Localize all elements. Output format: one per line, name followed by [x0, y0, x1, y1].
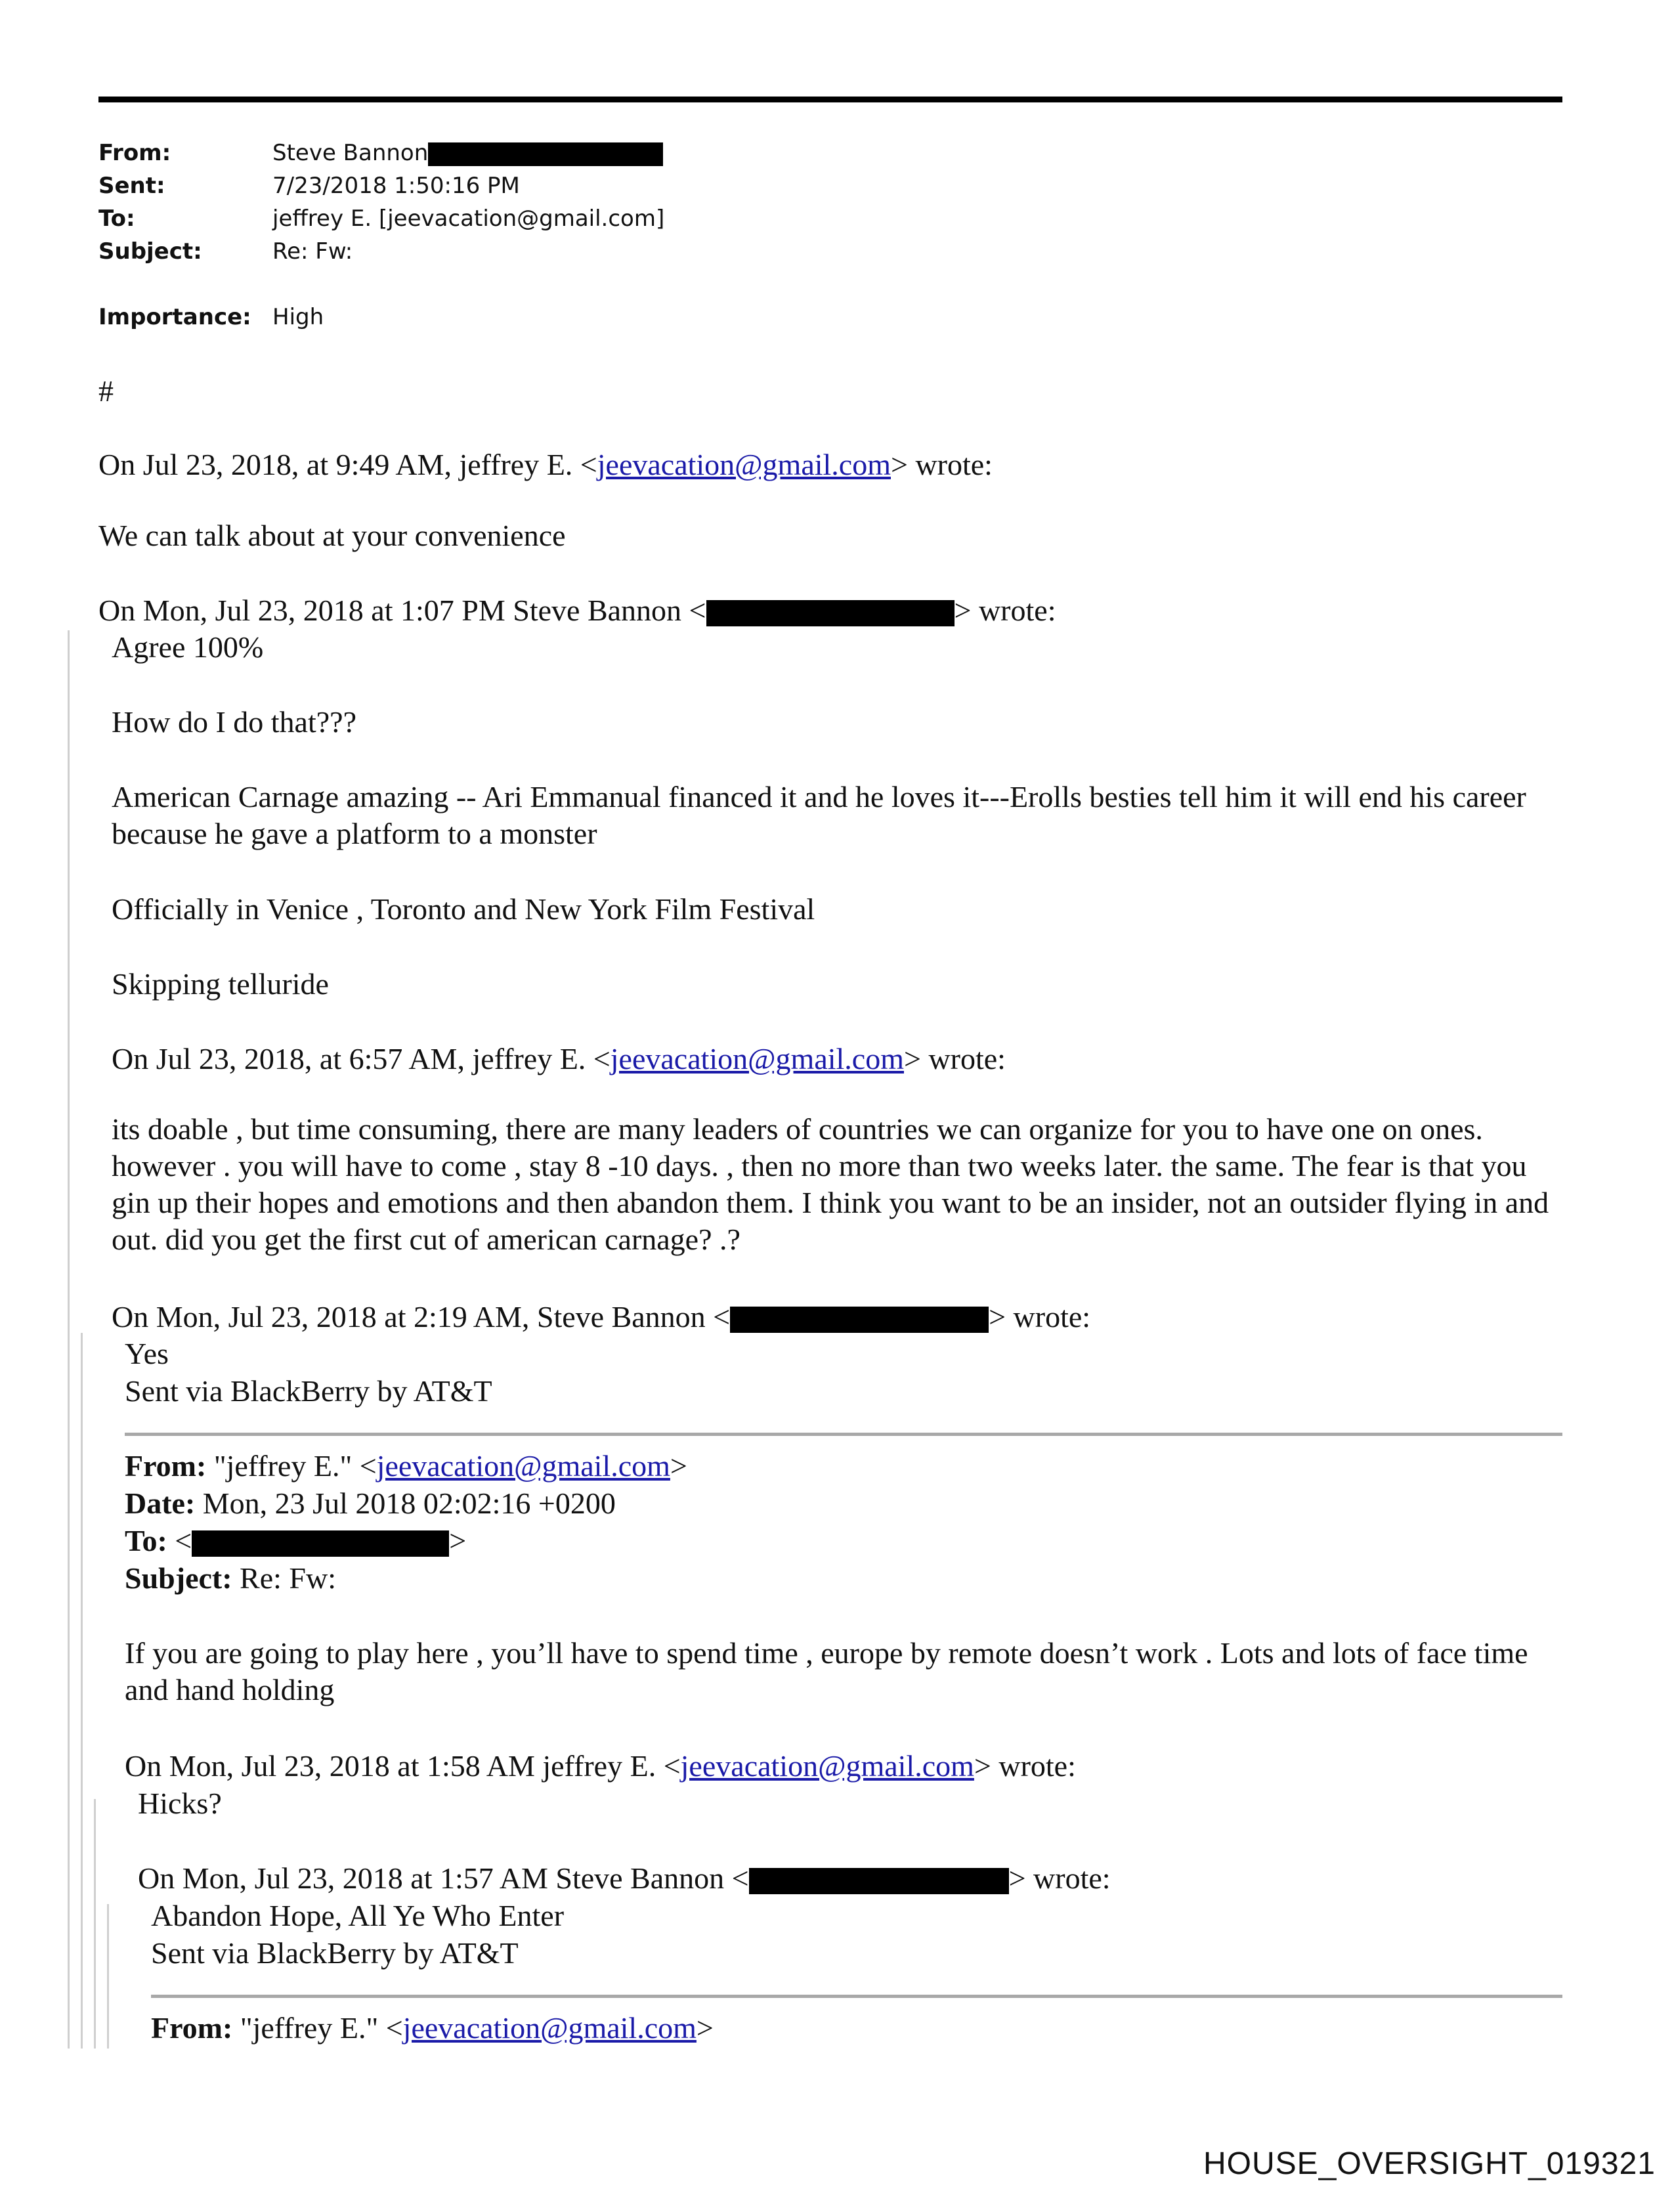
- email-link[interactable]: jeevacation@gmail.com: [597, 448, 891, 481]
- subject-label: Subject:: [98, 238, 202, 265]
- redaction-bar: [730, 1307, 989, 1333]
- msg4-line-blackberry: Sent via BlackBerry by AT&T: [125, 1374, 492, 1408]
- msg2-line-telluride: Skipping telluride: [112, 967, 329, 1001]
- quote-bar-level3: [94, 1799, 96, 2049]
- msg2-line-agree: Agree 100%: [112, 630, 264, 664]
- email-link[interactable]: jeevacation@gmail.com: [610, 1042, 904, 1075]
- importance-value: High: [272, 304, 324, 330]
- redaction-bar: [749, 1868, 1009, 1894]
- fwd2-from-row: From: "jeffrey E." <jeevacation@gmail.com>: [151, 2011, 714, 2045]
- top-rule: [98, 97, 1562, 102]
- quote-bar-level2: [81, 1333, 83, 2049]
- separator-rule: [151, 1995, 1562, 1998]
- redaction-bar: [428, 142, 663, 166]
- msg2-paragraph-carnage: American Carnage amazing -- Ari Emmanual financed it and he loves it---Erolls besties tell him it will end his career because he gave a platform to a monster: [112, 780, 1526, 850]
- msg2-attribution: On Mon, Jul 23, 2018 at 1:07 PM Steve Bannon < > wrote:: [98, 594, 1056, 627]
- sent-value: 7/23/2018 1:50:16 PM: [272, 173, 520, 199]
- hash-mark: #: [98, 374, 114, 408]
- to-value: jeffrey E. [jeevacation@gmail.com]: [272, 206, 665, 232]
- msg4-attribution: On Mon, Jul 23, 2018 at 2:19 AM, Steve Bannon < > wrote:: [112, 1300, 1091, 1334]
- msg5-attribution: On Mon, Jul 23, 2018 at 1:58 AM jeffrey E. <jeevacation@gmail.com> wrote:: [125, 1749, 1076, 1783]
- msg2-line-festivals: Officially in Venice , Toronto and New York Film Festival: [112, 892, 815, 926]
- msg6-attribution: On Mon, Jul 23, 2018 at 1:57 AM Steve Bannon < > wrote:: [138, 1861, 1111, 1895]
- quote-bar-level4: [107, 1904, 109, 2049]
- subject-value: Re: Fw:: [272, 238, 353, 265]
- msg3-paragraph: its doable , but time consuming, there are many leaders of countries we can organize for you to have one on ones. however . you will have to come , stay 8 -10 days. , then no more than two weeks later. the same. The fear is that you gin up their hopes and emotions and then abandon them. I think you want to be an insider, not an outsider flying in and out. did you get the first cut of american carnage? .?: [112, 1112, 1549, 1256]
- from-value: Steve Bannon: [272, 140, 429, 166]
- separator-rule: [125, 1433, 1562, 1436]
- sent-label: Sent:: [98, 173, 165, 199]
- fwd1-subject-row: Subject: Re: Fw:: [125, 1561, 337, 1595]
- email-link[interactable]: jeevacation@gmail.com: [680, 1749, 974, 1783]
- redaction-bar: [706, 600, 955, 626]
- msg6-line-abandon: Abandon Hope, All Ye Who Enter: [151, 1899, 565, 1932]
- bates-number: HOUSE_OVERSIGHT_019321: [1203, 2146, 1656, 2181]
- msg2-line-how: How do I do that???: [112, 705, 356, 739]
- fwd1-paragraph: If you are going to play here , you’ll have to spend time , europe by remote doesn’t work . Lots and lots of face time and hand holding: [125, 1636, 1528, 1706]
- msg5-text: Hicks?: [138, 1787, 222, 1820]
- email-link[interactable]: jeevacation@gmail.com: [402, 2011, 697, 2045]
- msg3-attribution: On Jul 23, 2018, at 6:57 AM, jeffrey E. <jeevacation@gmail.com> wrote:: [112, 1042, 1006, 1075]
- email-link[interactable]: jeevacation@gmail.com: [376, 1449, 670, 1483]
- fwd1-from-row: From: "jeffrey E." <jeevacation@gmail.com>: [125, 1449, 687, 1483]
- importance-label: Importance:: [98, 304, 251, 330]
- msg6-line-blackberry: Sent via BlackBerry by AT&T: [151, 1936, 519, 1970]
- msg1-text: We can talk about at your convenience: [98, 519, 566, 552]
- fwd1-to-row: To: < >: [125, 1524, 467, 1557]
- to-label: To:: [98, 206, 135, 232]
- msg4-line-yes: Yes: [125, 1337, 169, 1370]
- msg1-attribution: On Jul 23, 2018, at 9:49 AM, jeffrey E. <jeevacation@gmail.com> wrote:: [98, 448, 993, 481]
- redaction-bar: [192, 1530, 449, 1557]
- from-label: From:: [98, 140, 171, 166]
- fwd1-date-row: Date: Mon, 23 Jul 2018 02:02:16 +0200: [125, 1486, 616, 1520]
- quote-bar-level1: [68, 630, 70, 2049]
